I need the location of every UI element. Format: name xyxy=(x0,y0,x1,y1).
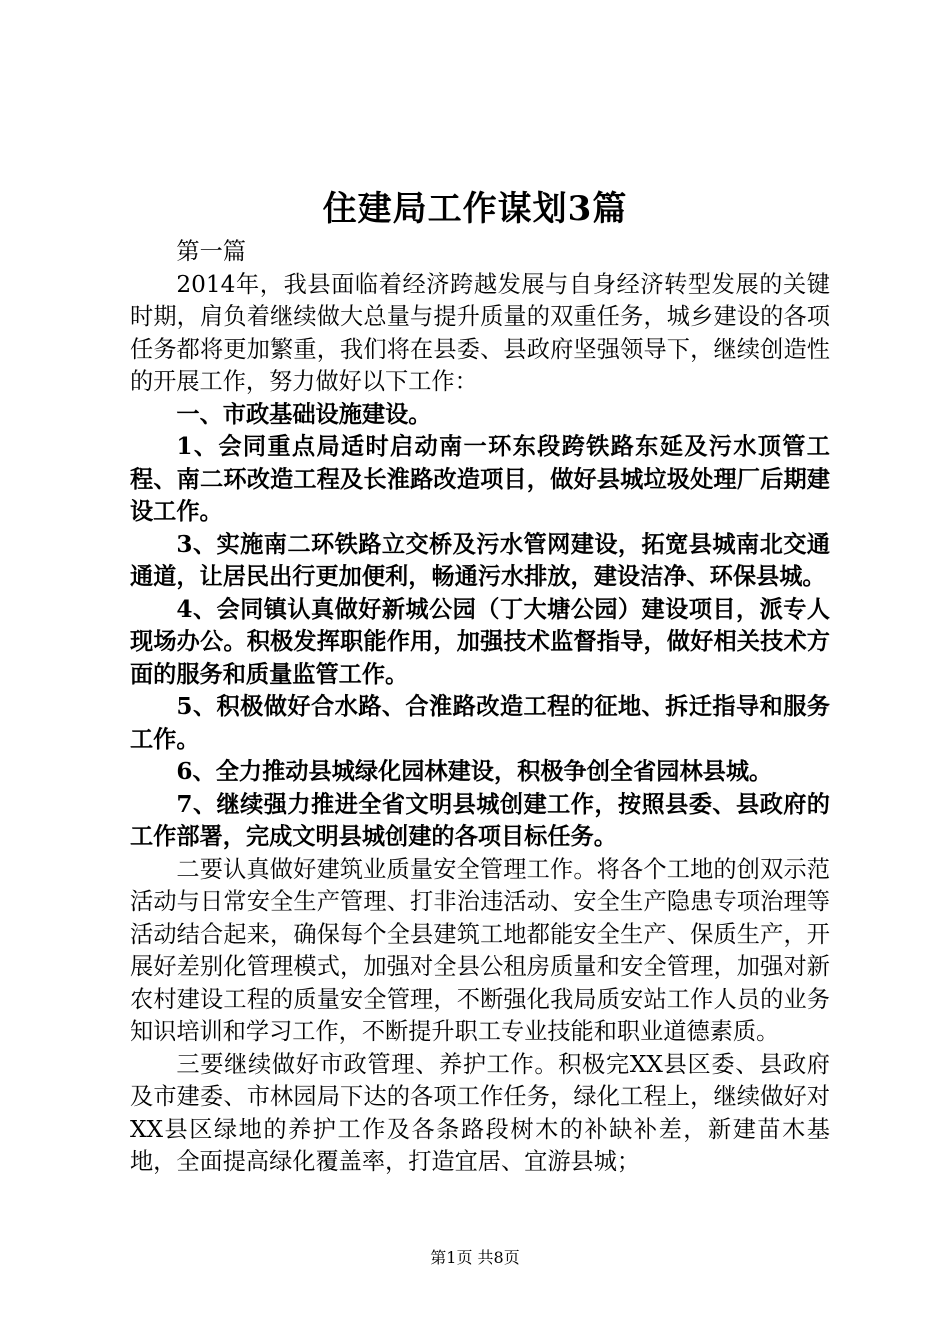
paragraph-section-heading: 第一篇 xyxy=(176,238,246,265)
paragraph-item-1: 1、会同重点局适时启动南一环东段跨铁路东延及污水顶管工程、南二环改造工程及长淮路改造项目，做好县城垃圾处理厂后期建设工作。 xyxy=(130,433,830,525)
paragraph-item-7: 7、继续强力推进全省文明县城创建工作，按照县委、县政府的工作部署，完成文明县城创建的各项目标任务。 xyxy=(130,790,830,850)
paragraph-item-5: 5、积极做好合水路、合淮路改造工程的征地、拆迁指导和服务工作。 xyxy=(130,693,830,753)
page-footer: 第1页 共8页 xyxy=(430,1248,520,1267)
paragraph-item-4: 4、会同镇认真做好新城公园（丁大塘公园）建设项目，派专人现场办公。积极发挥职能作用，加强技术监督指导，做好相关技术方面的服务和质量监管工作。 xyxy=(130,595,830,688)
paragraph-intro: 2014年，我县面临着经济跨越发展与自身经济转型发展的关键时期，肩负着继续做大总量与提升质量的双重任务，城乡建设的各项任务都将更加繁重，我们将在县委、县政府坚强领导下，继续创造性的开展工作，努力做好以下工作： xyxy=(130,270,830,395)
document-body xyxy=(130,236,830,1179)
paragraph-item-6: 6、全力推动县城绿化园林建设，积极争创全省园林县城。 xyxy=(176,758,773,785)
paragraph-municipal-maintenance: 三要继续做好市政管理、养护工作。积极完XX县区委、县政府及市建委、市林园局下达的各项工作任务，绿化工程上，继续做好对XX县区绿地的养护工作及各条路段树木的补缺补差，新建苗木基地，全面提高绿化覆盖率，打造宜居、宜游县城； xyxy=(130,1050,830,1175)
paragraph-item-3: 3、实施南二环铁路立交桥及污水管网建设，拓宽县城南北交通通道，让居民出行更加便利，畅通污水排放，建设洁净、环保县城。 xyxy=(130,530,830,590)
document-title: 住建局工作谋划3篇 xyxy=(322,189,628,229)
paragraph-quality-safety: 二要认真做好建筑业质量安全管理工作。将各个工地的创双示范活动与日常安全生产管理、打非治违活动、安全生产隐患专项治理等活动结合起来，确保每个全县建筑工地都能安全生产、保质生产，开展好差别化管理模式，加强对全县公租房质量和安全管理，加强对新农村建设工程的质量安全管理，不断强化我局质安站工作人员的业务知识培训和学习工作，不断提升职工专业技能和职业道德素质。 xyxy=(130,855,830,1045)
paragraph-heading-municipal: 一、市政基础设施建设。 xyxy=(176,400,432,428)
